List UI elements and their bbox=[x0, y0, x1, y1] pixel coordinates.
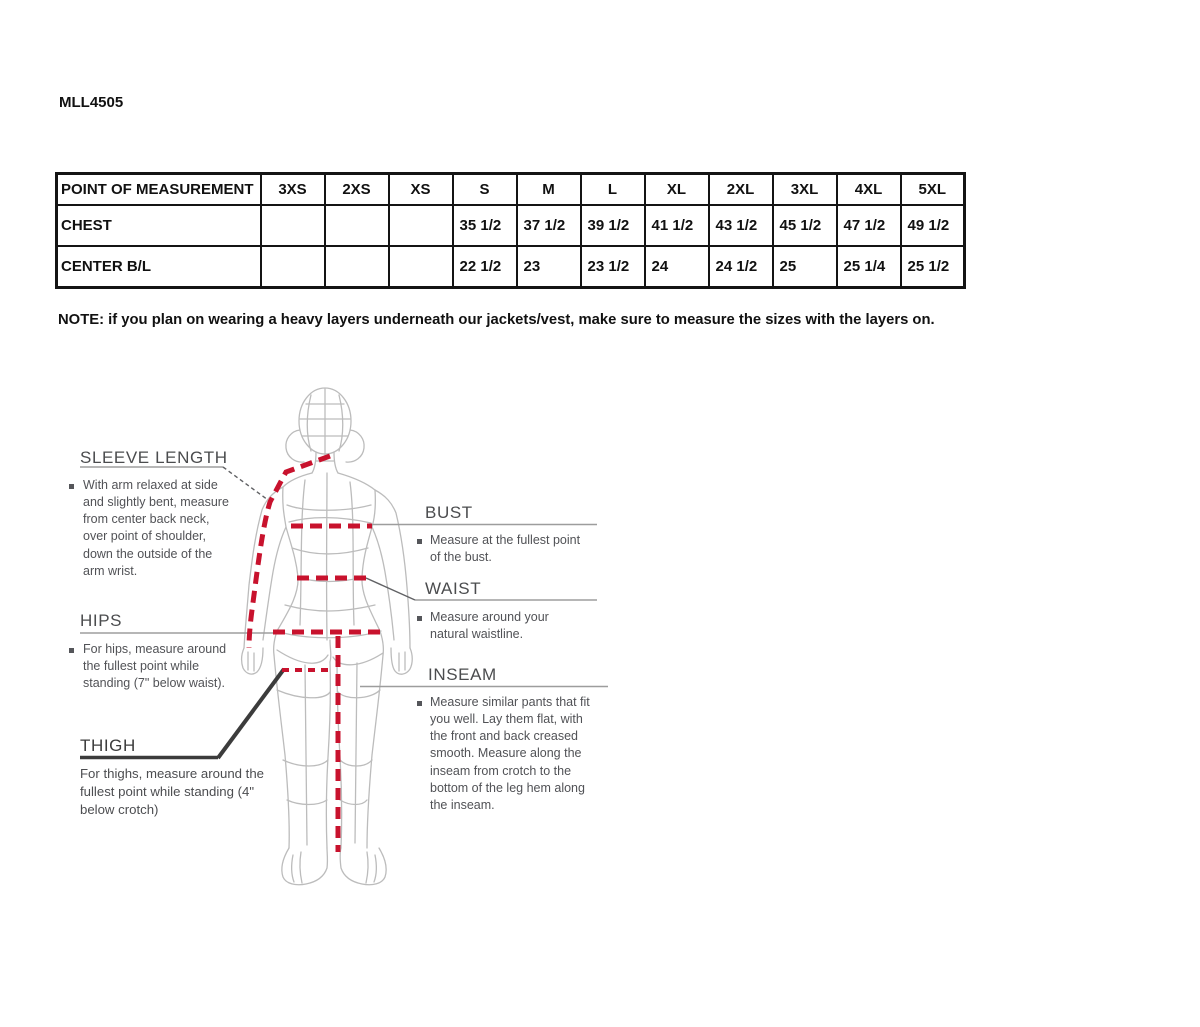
thigh-description: For thighs, measure around the fullest point while standing (4" below crotch) bbox=[80, 766, 264, 817]
thigh-heading: THIGH bbox=[80, 736, 136, 755]
measurement-value-cell: 25 bbox=[773, 246, 837, 288]
measurement-value-cell: 25 1/2 bbox=[901, 246, 965, 288]
waist-heading: WAIST bbox=[425, 579, 482, 598]
point-of-measurement-header: POINT OF MEASUREMENT bbox=[57, 174, 261, 206]
note-text: NOTE: if you plan on wearing a heavy layers underneath our jackets/vest, make sure to measure the sizes with the layers on. bbox=[58, 312, 935, 328]
document-title: MLL4505 bbox=[59, 94, 124, 111]
measurement-value-cell: 23 bbox=[517, 246, 581, 288]
inseam-description: Measure similar pants that fit you well. Lay them flat, with the front and back creased smooth. Measure along the inseam from crotch to the bottom of the leg hem along the inseam. bbox=[430, 695, 590, 812]
measurement-value-cell: 47 1/2 bbox=[837, 205, 901, 246]
bust-bullet bbox=[417, 539, 422, 544]
measurement-value-cell: 37 1/2 bbox=[517, 205, 581, 246]
measurement-value-cell: 24 bbox=[645, 246, 709, 288]
inseam-bullet bbox=[417, 701, 422, 706]
measurement-value-cell: 25 1/4 bbox=[837, 246, 901, 288]
size-column-header: XS bbox=[389, 174, 453, 206]
body-wireframe bbox=[242, 388, 413, 885]
inseam-heading: INSEAM bbox=[428, 665, 497, 684]
size-column-header: S bbox=[453, 174, 517, 206]
waist-description: Measure around your natural waistline. bbox=[430, 610, 549, 642]
measurement-lines bbox=[249, 456, 383, 852]
size-column-header: 2XS bbox=[325, 174, 389, 206]
measurement-value-cell: 35 1/2 bbox=[453, 205, 517, 246]
size-column-header: 3XL bbox=[773, 174, 837, 206]
measurement-value-cell: 24 1/2 bbox=[709, 246, 773, 288]
hips-description: For hips, measure around the fullest point while standing (7" below waist). bbox=[83, 642, 227, 691]
hips-heading: HIPS bbox=[80, 611, 123, 630]
sleeve-length-heading: SLEEVE LENGTH bbox=[80, 448, 228, 467]
waist-bullet bbox=[417, 616, 422, 621]
size-column-header: XL bbox=[645, 174, 709, 206]
hips-bullet bbox=[69, 648, 74, 653]
measurement-value-cell: 22 1/2 bbox=[453, 246, 517, 288]
measurement-value-cell: 41 1/2 bbox=[645, 205, 709, 246]
sleeve-length-bullet bbox=[69, 484, 74, 489]
measurement-value-cell: 23 1/2 bbox=[581, 246, 645, 288]
size-column-header: 4XL bbox=[837, 174, 901, 206]
size-column-header: 3XS bbox=[261, 174, 325, 206]
size-column-header: 2XL bbox=[709, 174, 773, 206]
measurement-row-label: CHEST bbox=[57, 205, 261, 246]
bust-description: Measure at the fullest point of the bust. bbox=[430, 533, 581, 565]
bust-heading: BUST bbox=[425, 503, 473, 522]
size-column-header: M bbox=[517, 174, 581, 206]
size-column-header: L bbox=[581, 174, 645, 206]
measurement-row-label: CENTER B/L bbox=[57, 246, 261, 288]
size-column-header: 5XL bbox=[901, 174, 965, 206]
measurement-value-cell: 45 1/2 bbox=[773, 205, 837, 246]
measurement-value-cell: 39 1/2 bbox=[581, 205, 645, 246]
sleeve-length-description: With arm relaxed at side and slightly bent, measure from center back neck, over point of shoulder, down the outside of the arm wrist. bbox=[83, 478, 229, 578]
measurement-value-cell: 49 1/2 bbox=[901, 205, 965, 246]
measurement-value-cell: 43 1/2 bbox=[709, 205, 773, 246]
sleeve-length-line bbox=[249, 456, 330, 648]
